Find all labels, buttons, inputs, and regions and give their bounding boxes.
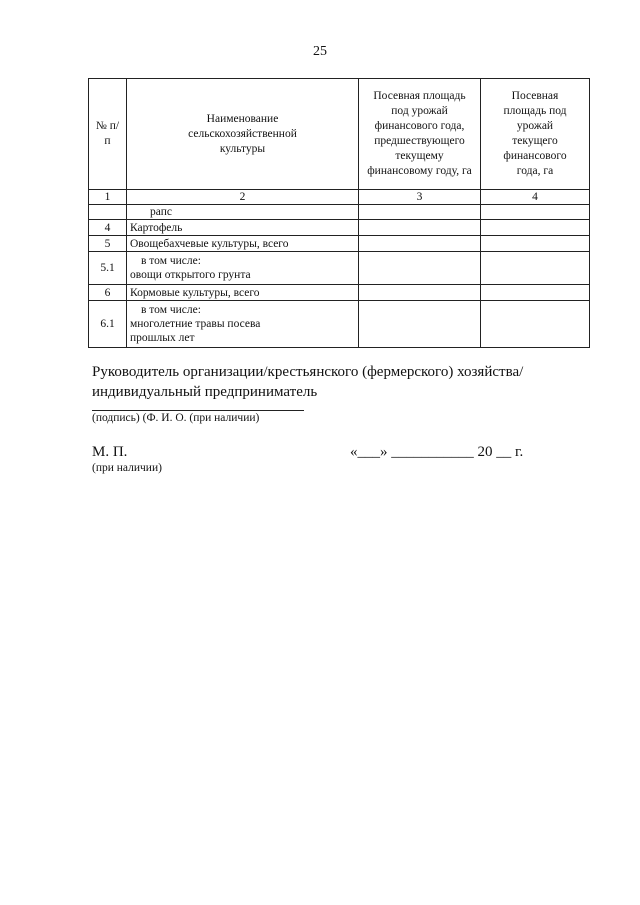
row-num xyxy=(89,205,127,220)
table-row xyxy=(89,301,590,348)
stamp-label: М. П. xyxy=(92,444,128,460)
row-curr-area xyxy=(481,285,590,301)
header-num: № п/п xyxy=(89,79,127,190)
column-number: 2 xyxy=(127,190,359,205)
row-curr-area xyxy=(481,205,590,220)
column-number: 4 xyxy=(481,190,590,205)
table-row xyxy=(89,236,590,252)
row-prev-area xyxy=(359,252,481,285)
row-prev-area xyxy=(359,220,481,236)
row-num: 6 xyxy=(89,285,127,301)
table-header-row xyxy=(89,79,590,190)
page-number: 25 xyxy=(313,44,327,59)
row-curr-area xyxy=(481,252,590,285)
signatory-title: Руководитель организации/крестьянского (фермерского) хозяйства/ индивидуальный предприниматель xyxy=(92,364,524,400)
row-name: рапс xyxy=(127,205,359,220)
row-name: Картофель xyxy=(127,220,359,236)
row-curr-area xyxy=(481,236,590,252)
column-number-row xyxy=(89,190,590,205)
signature-line xyxy=(92,410,304,411)
table-row xyxy=(89,252,590,285)
row-curr-area xyxy=(481,301,590,348)
row-prev-area xyxy=(359,285,481,301)
row-curr-area xyxy=(481,220,590,236)
date-field: «___» ___________ 20 __ г. xyxy=(350,444,524,460)
table-row xyxy=(89,220,590,236)
row-prev-area xyxy=(359,205,481,220)
row-name: в том числе: многолетние травы посева прошлых лет xyxy=(127,301,359,348)
row-num: 5.1 xyxy=(89,252,127,285)
row-num: 5 xyxy=(89,236,127,252)
signature-caption: (подпись) (Ф. И. О. (при наличии) xyxy=(92,412,260,424)
row-prev-area xyxy=(359,236,481,252)
column-number: 1 xyxy=(89,190,127,205)
row-num: 4 xyxy=(89,220,127,236)
stamp-caption: (при наличии) xyxy=(92,462,162,474)
crop-area-table xyxy=(88,78,590,348)
row-prev-area xyxy=(359,301,481,348)
row-name: Овощебахчевые культуры, всего xyxy=(127,236,359,252)
header-prev-area: Посевная площадь под урожай финансового года, предшествующего текущему финансовому году, га xyxy=(359,79,481,190)
row-name: в том числе: овощи открытого грунта xyxy=(127,252,359,285)
table-row xyxy=(89,285,590,301)
table-row xyxy=(89,205,590,220)
header-name: Наименование сельскохозяйственной культуры xyxy=(127,79,359,190)
column-number: 3 xyxy=(359,190,481,205)
row-num: 6.1 xyxy=(89,301,127,348)
header-curr-area: Посевная площадь под урожай текущего финансового года, га xyxy=(481,79,590,190)
row-name: Кормовые культуры, всего xyxy=(127,285,359,301)
